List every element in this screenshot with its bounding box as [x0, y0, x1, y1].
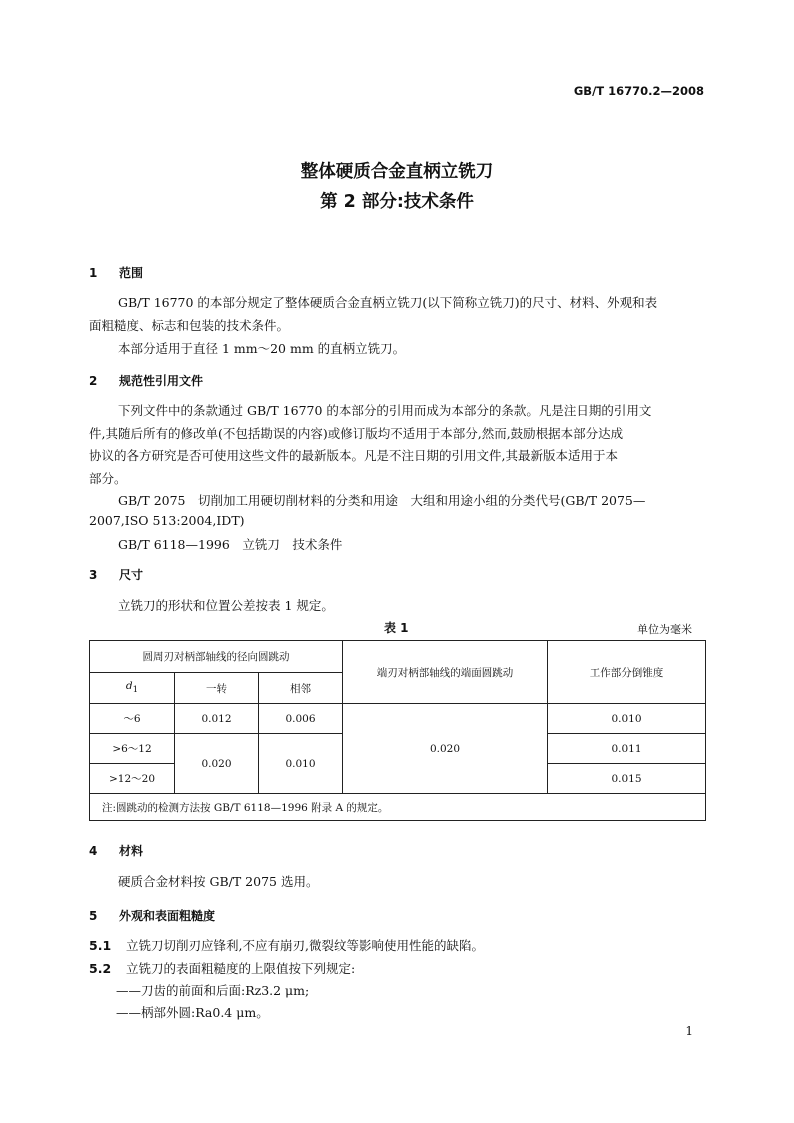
cell-diameter: >6～12	[90, 734, 175, 764]
cell-diameter: ～6	[90, 704, 175, 734]
cell-back-taper: 0.011	[548, 734, 706, 764]
header-back-taper: 工作部分倒锥度	[548, 641, 706, 704]
clause-text: 立铣刀的表面粗糙度的上限值按下列规定:	[126, 961, 356, 976]
cell-diameter: >12～20	[90, 764, 175, 794]
header-diameter	[90, 673, 175, 704]
section-title: 外观和表面粗糙度	[119, 909, 216, 923]
diameter-symbol: d	[125, 680, 133, 693]
header-adjacent: 相邻	[259, 673, 343, 704]
table-note: 注:圆跳动的检测方法按 GB/T 6118—1996 附录 A 的规定。	[90, 794, 706, 821]
table-unit: 单位为毫米	[637, 623, 692, 636]
document-title: 整体硬质合金直柄立铣刀	[300, 162, 494, 182]
paragraph-line: 立铣刀的形状和位置公差按表 1 规定。	[118, 598, 334, 613]
standard-number: GB/T 16770.2—2008	[573, 84, 704, 98]
paragraph-line: 部分。	[89, 471, 127, 486]
section-3-heading	[89, 566, 143, 583]
paragraph-line: 面粗糙度、标志和包装的技术条件。	[89, 318, 290, 333]
paragraph-line: GB/T 16770 的本部分规定了整体硬质合金直柄立铣刀(以下简称立铣刀)的尺寸、材料、外观和表	[118, 295, 658, 310]
clause-5-1	[89, 936, 484, 954]
cell-back-taper: 0.015	[548, 764, 706, 794]
paragraph-line: 协议的各方研究是否可使用这些文件的最新版本。凡是不注日期的引用文件,其最新版本适用于本	[89, 448, 618, 463]
section-title: 尺寸	[119, 568, 144, 582]
section-number: 3	[89, 568, 98, 582]
cell-back-taper: 0.010	[548, 704, 706, 734]
cell-one-revolution: 0.020	[175, 734, 259, 794]
header-one-revolution: 一转	[175, 673, 259, 704]
tolerance-table	[89, 640, 706, 821]
cell-axial-runout: 0.020	[343, 704, 548, 794]
paragraph-line: 件,其随后所有的修改单(不包括勘误的内容)或修订版均不适用于本部分,然而,鼓励根据本部分达成	[89, 426, 624, 441]
page-number: 1	[685, 1024, 693, 1038]
cell-adjacent: 0.010	[259, 734, 343, 794]
section-number: 1	[89, 266, 98, 280]
section-title: 规范性引用文件	[119, 374, 204, 388]
reference-line: 2007,ISO 513:2004,IDT)	[89, 513, 245, 528]
section-title: 材料	[119, 844, 144, 858]
section-title: 范围	[119, 266, 144, 280]
paragraph-line: 下列文件中的条款通过 GB/T 16770 的本部分的引用而成为本部分的条款。凡是注日期的引用文	[118, 403, 652, 418]
reference-line: GB/T 2075 切削加工用硬切削材料的分类和用途 大组和用途小组的分类代号(GB/T 2075—	[118, 493, 646, 508]
diameter-subscript: 1	[132, 685, 139, 696]
list-item: ——柄部外圆:Ra0.4 μm。	[116, 1005, 269, 1020]
section-2-heading	[89, 372, 203, 389]
document-subtitle: 第 2 部分:技术条件	[320, 192, 474, 212]
clause-number: 5.2	[89, 961, 112, 976]
section-number: 5	[89, 909, 98, 923]
section-number: 2	[89, 374, 98, 388]
paragraph-line: 硬质合金材料按 GB/T 2075 选用。	[118, 874, 319, 889]
section-number: 4	[89, 844, 98, 858]
section-1-heading	[89, 264, 143, 281]
clause-text: 立铣刀切削刃应锋利,不应有崩刃,微裂纹等影响使用性能的缺陷。	[126, 938, 484, 953]
paragraph-line: 本部分适用于直径 1 mm～20 mm 的直柄立铣刀。	[118, 341, 406, 356]
header-radial-runout: 圆周刃对柄部轴线的径向圆跳动	[90, 641, 343, 673]
section-5-heading	[89, 907, 215, 924]
cell-adjacent: 0.006	[259, 704, 343, 734]
clause-number: 5.1	[89, 938, 112, 953]
list-item: ——刀齿的前面和后面:Rz3.2 μm;	[116, 983, 310, 998]
clause-5-2	[89, 959, 355, 977]
section-4-heading	[89, 842, 143, 859]
reference-line: GB/T 6118—1996 立铣刀 技术条件	[118, 537, 343, 552]
cell-one-revolution: 0.012	[175, 704, 259, 734]
header-axial-runout: 端刃对柄部轴线的端面圆跳动	[343, 641, 548, 704]
table-caption: 表 1	[384, 621, 409, 635]
